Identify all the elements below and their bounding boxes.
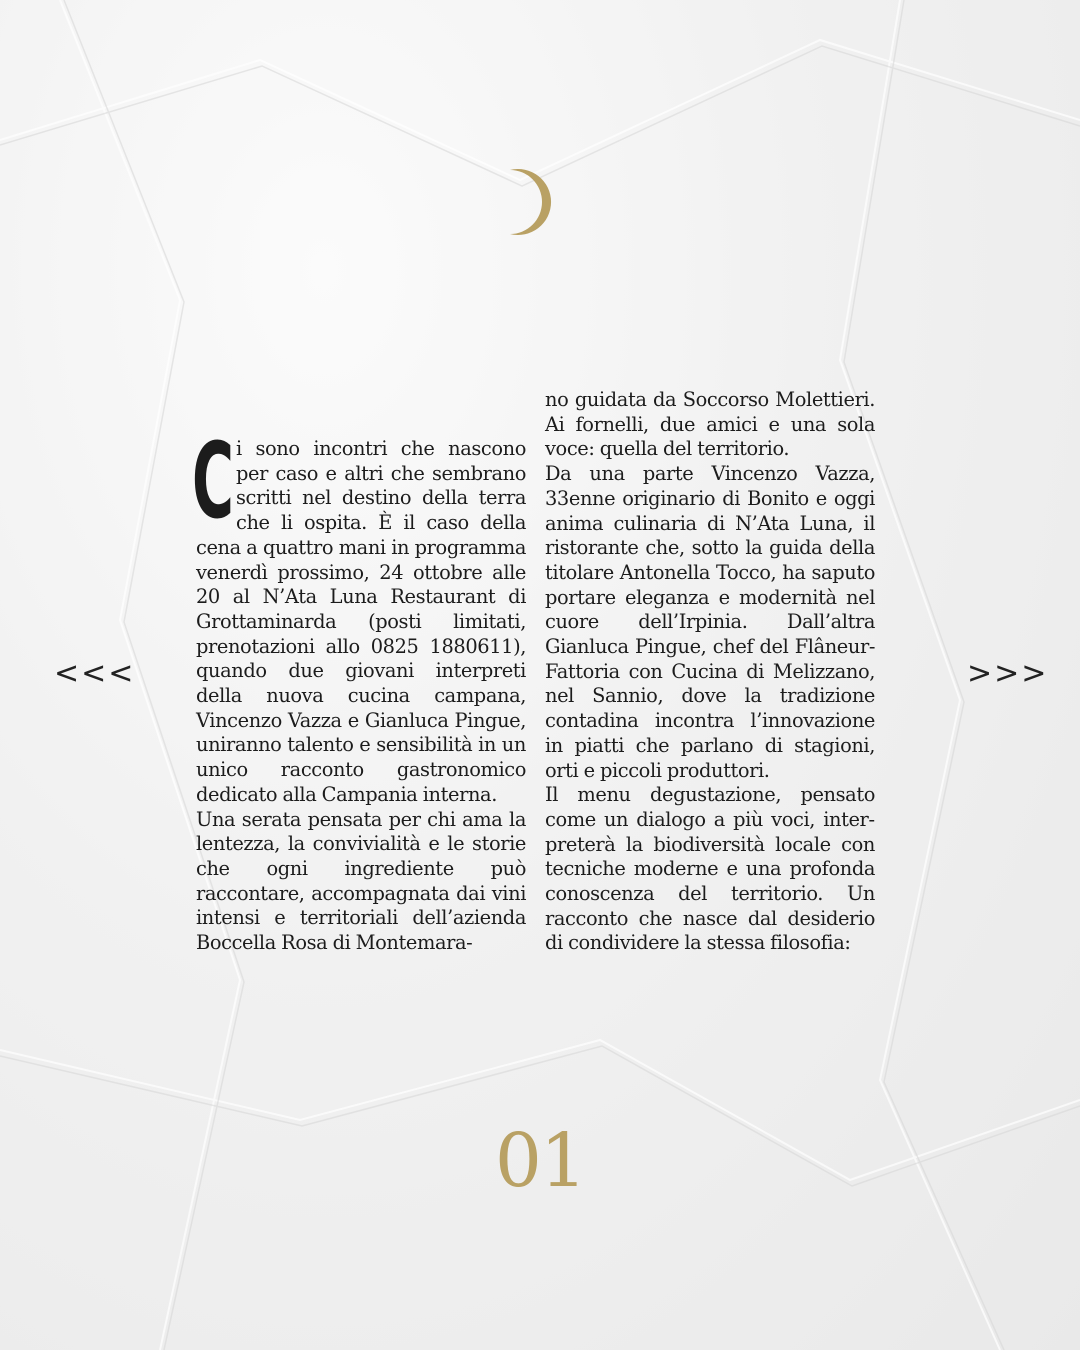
- article-column-right: [545, 388, 875, 956]
- article-paragraph: [192, 420, 526, 808]
- article-column-left: [192, 420, 526, 956]
- article-paragraph: Il menu degustazione, pensato come un dialogo a più voci, interpreterà la biodiversità locale con tecniche moderne e una profonda conoscenza del territorio. Un racconto che nasce dal desiderio di condividere la stessa filosofia:: [545, 783, 875, 955]
- crescent-moon-icon: [500, 164, 576, 240]
- page-number: 01: [494, 1118, 586, 1204]
- article-paragraph: no guidata da Soccorso Molettieri. Ai fornelli, due amici e una sola voce: quella del territorio.: [545, 388, 875, 461]
- article-paragraph: Una serata pensata per chi ama la lentezza, la convivialità e le storie che ogni ingrediente può raccontare, accompagnata dai vini intensi e territoriali dell’azienda Boccella Rosa di Montemara-: [196, 807, 526, 955]
- next-page-button[interactable]: >>>: [967, 656, 1049, 691]
- paragraph-text: i sono incontri che nascono per caso e altri che sembrano scritti nel destino della terra che li ospita. È il caso della cena a quattro mani in programma venerdì prossimo, 24 ottobre alle 20 al N’Ata Luna Restaurant di Grottaminarda (posti limitati, prenotazioni allo 0825 1880611), quando due giovani interpreti della nuova cucina campana, Vincenzo Vazza e Gianluca Pingue, uniranno talento e sensibilità in un unico racconto gastronomico dedicato alla Campania interna.: [196, 437, 526, 806]
- drop-cap: C: [192, 420, 234, 542]
- article-paragraph: Da una parte Vincenzo Vazza, 33enne originario di Bonito e oggi anima culinaria di N’Ata Luna, il ristorante che, sotto la guida della titolare Antonella Tocco, ha saputo portare eleganza e modernità nel cuore dell’Irpinia. Dall’altra Gianluca Pingue, chef del Flâneur-Fattoria con Cucina di Melizzano, nel Sannio, dove la tradizione contadina incontra l’innovazione in piatti che parlano di stagioni, orti e piccoli produttori.: [545, 462, 875, 782]
- previous-page-button[interactable]: <<<: [54, 656, 136, 691]
